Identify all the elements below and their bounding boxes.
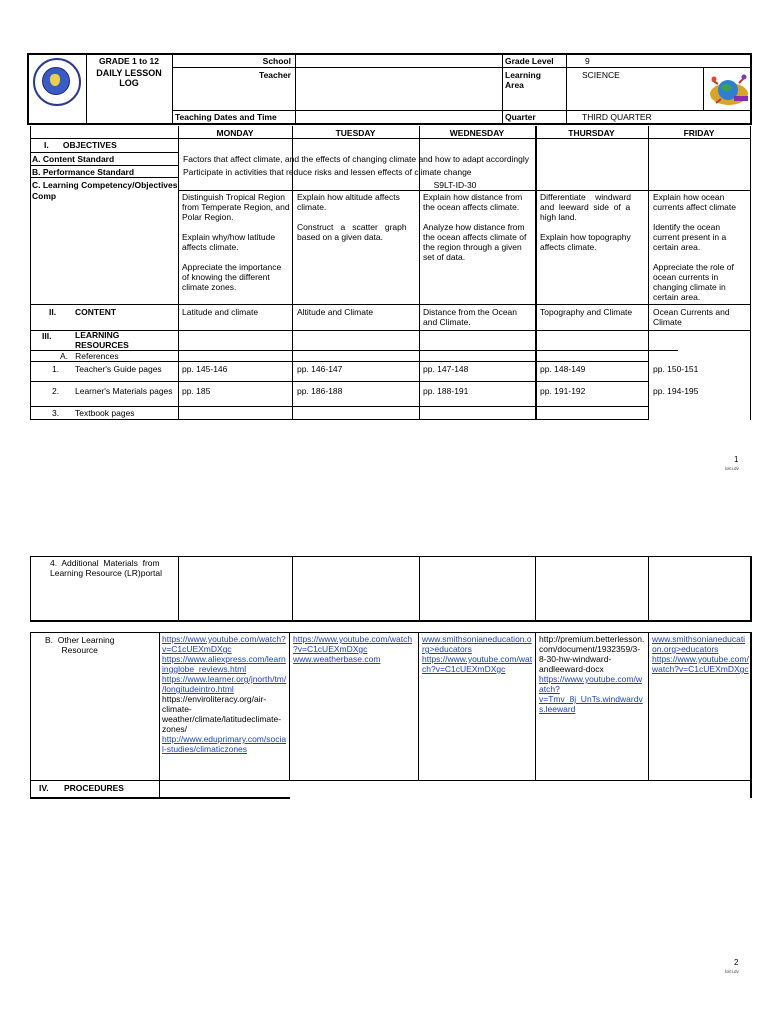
- tg-tuesday: pp. 146-147: [297, 364, 343, 374]
- tb-label: Textbook pages: [75, 408, 135, 418]
- lm-thursday: pp. 191-192: [540, 386, 586, 396]
- content-thursday: Topography and Climate: [540, 307, 633, 317]
- school-label: School: [262, 56, 291, 66]
- content-wednesday: Distance from the Ocean and Climate.: [423, 307, 520, 327]
- content-friday: Ocean Currents and Climate: [653, 307, 732, 327]
- lm-wednesday: pp. 188-191: [423, 386, 469, 396]
- link-smithsonian[interactable]: www.smithsonianeducation.org>educators: [422, 634, 532, 654]
- lm-num: 2.: [52, 386, 60, 396]
- link-youtube[interactable]: https://www.youtube.com/watch?v=Tmv_8j_UnTs.windwardvs.leeward: [539, 674, 643, 714]
- link-eduprimary[interactable]: http://www.eduprimary.com/social-studies/climaticzones: [162, 734, 287, 754]
- competencies-label-2: Comp: [32, 191, 57, 201]
- lm-friday: pp. 194-195: [653, 386, 699, 396]
- learning-area-label: Learning Area: [505, 70, 543, 90]
- resources-heading: LEARNING RESOURCES: [75, 330, 129, 350]
- objectives-tuesday: Explain how altitude affects climate. Construct a scatter graph based on a given data.: [297, 192, 407, 242]
- tb-num: 3.: [52, 408, 60, 418]
- link-smithsonian[interactable]: www.smithsonianeducation.org>educators: [652, 634, 746, 654]
- lm-tuesday: pp. 186-188: [297, 386, 343, 396]
- resources-heading-num: III.: [42, 331, 52, 341]
- learning-area-value: SCIENCE: [582, 70, 620, 80]
- link-enviroliteracy[interactable]: https://enviroliteracy.org/air-climate-weather/climate/latitudeclimate-zones/: [162, 694, 282, 734]
- day-header-thursday: THURSDAY: [568, 128, 615, 138]
- competencies-label: C. Learning Competency/Objectives: [32, 180, 178, 190]
- quarter-value: THIRD QUARTER: [582, 112, 652, 122]
- procedures-heading-num: IV.: [39, 783, 49, 793]
- day-header-tuesday: TUESDAY: [335, 128, 376, 138]
- other-links-wednesday: [422, 634, 533, 674]
- lm-label: Learner's Materials pages: [75, 386, 173, 396]
- teaching-dates-label: Teaching Dates and Time: [175, 112, 277, 122]
- science-globe-logo: [706, 70, 752, 110]
- link-youtube[interactable]: https://www.youtube.com/watch?v=C1cUEXmDXgc: [293, 634, 413, 654]
- link-youtube[interactable]: https://www.youtube.com/watch?v=C1cUEXmDXgc: [422, 654, 533, 674]
- tg-label: Teacher's Guide pages: [75, 364, 162, 374]
- content-standard-text: Factors that affect climate, and the effects of changing climate and how to adapt accordingly: [183, 154, 530, 164]
- other-links-tuesday: [293, 634, 416, 664]
- content-heading-num: II.: [49, 307, 57, 317]
- page-number-2: 2: [734, 958, 739, 967]
- content-tuesday: Altitude and Climate: [297, 307, 374, 317]
- tg-wednesday: pp. 147-148: [423, 364, 469, 374]
- performance-standard-text: Participate in activities that reduce risks and lessen effects of climate change: [183, 167, 472, 177]
- day-header-monday: MONDAY: [216, 128, 254, 138]
- grade-level-value: 9: [585, 56, 590, 66]
- content-heading: CONTENT: [75, 307, 117, 317]
- objectives-friday: Explain how ocean currents affect climate Identify the ocean current present in a certain area. Appreciate the role of ocean currents in changing climate in certain area.: [653, 192, 736, 302]
- competency-code: S9LT-ID-30: [433, 180, 477, 190]
- references-label: A. References: [60, 351, 119, 361]
- performance-standard-label: B. Performance Standard: [32, 167, 135, 177]
- tg-friday: pp. 150-151: [653, 364, 699, 374]
- other-links-friday: [652, 634, 749, 674]
- link-betterlesson[interactable]: http://premium.betterlesson.com/document/1932359/3-8-30-hw-windward-andleeward-docx: [539, 634, 645, 674]
- quarter-label: Quarter: [505, 112, 536, 122]
- link-youtube[interactable]: https://www.youtube.com/watch?v=C1cUEXmDXgc: [652, 654, 749, 674]
- link-learner[interactable]: https://www.learner.org/jnorth/tm//longitudeintro.html: [162, 674, 287, 694]
- other-links-monday: [162, 634, 287, 754]
- content-monday: Latitude and climate: [182, 307, 259, 317]
- page-note-2: lolci.dv: [725, 969, 739, 974]
- objectives-heading: I. OBJECTIVES: [44, 140, 117, 150]
- teacher-label: Teacher: [259, 70, 291, 80]
- page-note-1: lolci.dv: [725, 466, 739, 471]
- procedures-heading: PROCEDURES: [64, 783, 124, 793]
- content-standard-label: A. Content Standard: [32, 154, 115, 164]
- grade-level-label: Grade Level: [505, 56, 554, 66]
- tg-num: 1.: [52, 364, 60, 374]
- lm-monday: pp. 185: [182, 386, 211, 396]
- objectives-wednesday: Explain how distance from the ocean affects climate. Analyze how distance from the ocean affects climate of the region through a given set of data.: [423, 192, 527, 262]
- tg-thursday: pp. 148-149: [540, 364, 586, 374]
- day-header-friday: FRIDAY: [683, 128, 715, 138]
- link-youtube[interactable]: https://www.youtube.com/watch?v=C1cUEXmDXgc: [162, 634, 286, 654]
- tg-monday: pp. 145-146: [182, 364, 228, 374]
- page-number-1: 1: [734, 455, 739, 464]
- objectives-thursday: Differentiate windward and leeward side of a high land. Explain how topography affects climate.: [540, 192, 632, 252]
- link-weatherbase[interactable]: www.weatherbase.com: [293, 654, 381, 664]
- link-aliexpress[interactable]: https://www.aliexpress.com/learningglobe_reviews.html: [162, 654, 286, 674]
- grade-range: GRADE 1 to 12: [99, 56, 159, 66]
- other-links-thursday: [539, 634, 646, 714]
- day-header-wednesday: WEDNESDAY: [449, 128, 505, 138]
- additional-materials-label: 4. Additional Materials from Learning Resource (LR)portal: [50, 558, 162, 578]
- log-title: DAILY LESSON LOG: [96, 68, 165, 88]
- objectives-monday: Distinguish Tropical Region from Temperate Region, and Polar Region. Explain why/how latitude affects climate. Appreciate the importance of knowing the different climate zones.: [182, 192, 290, 292]
- other-resource-label: B. Other Learning Resource: [45, 635, 115, 655]
